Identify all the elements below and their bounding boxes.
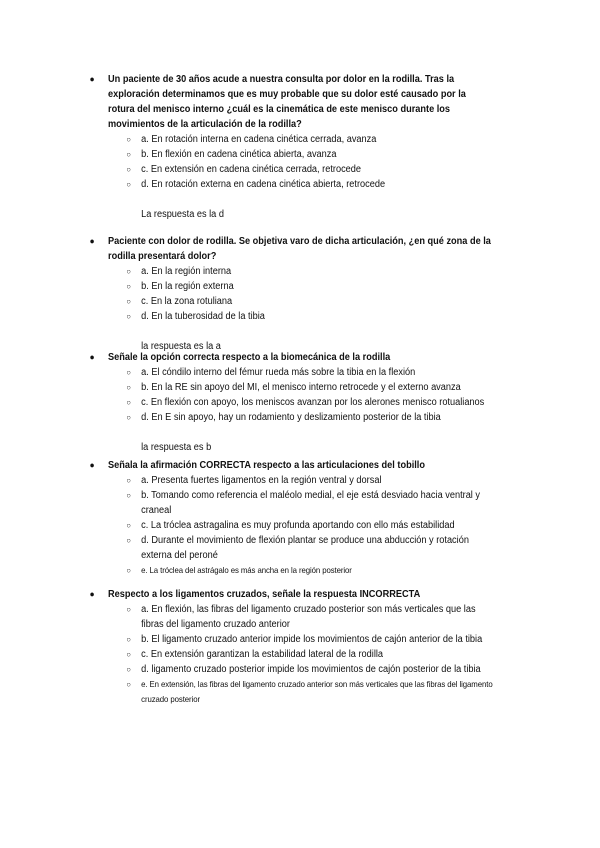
option-item: ○ d. Durante el movimiento de flexión plantar se produce una abducción y rotación externa del peroné bbox=[126, 535, 469, 561]
circle-bullet-icon: ○ bbox=[126, 605, 131, 614]
circle-bullet-icon: ○ bbox=[126, 368, 131, 377]
bullet-icon: ● bbox=[89, 352, 95, 362]
option-item: ○ a. En la región interna bbox=[126, 266, 232, 277]
circle-bullet-icon: ○ bbox=[126, 680, 131, 689]
circle-bullet-icon: ○ bbox=[126, 135, 131, 144]
answer-text: la respuesta es la a bbox=[141, 341, 221, 352]
question-5 bbox=[89, 587, 494, 707]
circle-bullet-icon: ○ bbox=[126, 297, 131, 306]
option-item: ○ b. En flexión en cadena cinética abierta, avanza bbox=[126, 149, 337, 160]
option-item: ○ c. En extensión en cadena cinética cerrada, retrocede bbox=[126, 164, 362, 175]
option-item: ○ b. En la RE sin apoyo del MI, el menisco interno retrocede y el externo avanza bbox=[126, 382, 461, 393]
circle-bullet-icon: ○ bbox=[126, 383, 131, 392]
option-item: ○ a. Presenta fuertes ligamentos en la región ventral y dorsal bbox=[126, 475, 382, 486]
option-item: ○ a. En flexión, las fibras del ligamento cruzado posterior son más verticales que las fibras del ligamento cruzado anterior bbox=[126, 604, 476, 630]
options-list bbox=[108, 132, 494, 192]
question-text: Un paciente de 30 años acude a nuestra consulta por dolor en la rodilla. Tras la exploración determinamos que es muy probable que su dolor esté causado por la rotura del menisco interno ¿cuál es la cinemática de este menisco durante los movimientos de la articulación de la rodilla? bbox=[108, 74, 466, 130]
option-item: ○ d. En rotación externa en cadena cinética abierta, retrocede bbox=[126, 179, 386, 190]
options-list bbox=[108, 602, 494, 707]
bullet-icon: ● bbox=[89, 460, 95, 470]
option-item: ○ c. En la zona rotuliana bbox=[126, 296, 233, 307]
circle-bullet-icon: ○ bbox=[126, 476, 131, 485]
option-item: ○ e. La tróclea del astrágalo es más ancha en la región posterior bbox=[108, 563, 494, 578]
question-1 bbox=[89, 72, 494, 222]
option-item: ○ d. ligamento cruzado posterior impide los movimientos de cajón posterior de la tibia bbox=[126, 664, 481, 675]
question-text: Señala la afirmación CORRECTA respecto a las articulaciones del tobillo bbox=[108, 460, 425, 471]
circle-bullet-icon: ○ bbox=[126, 165, 131, 174]
bullet-icon: ● bbox=[89, 236, 95, 246]
options-list bbox=[108, 473, 494, 578]
circle-bullet-icon: ○ bbox=[126, 267, 131, 276]
option-item: ○ d. En E sin apoyo, hay un rodamiento y deslizamiento posterior de la tibia bbox=[126, 412, 441, 423]
circle-bullet-icon: ○ bbox=[126, 150, 131, 159]
circle-bullet-icon: ○ bbox=[126, 491, 131, 500]
bullet-icon: ● bbox=[89, 74, 95, 84]
option-item: ○ e. En extensión, las fibras del ligamento cruzado anterior son más verticales que las fibras del ligamento cruzado posterior bbox=[126, 679, 493, 704]
option-item: ○ c. En flexión con apoyo, los meniscos avanzan por los alerones menisco rotualianos bbox=[126, 397, 485, 408]
circle-bullet-icon: ○ bbox=[126, 413, 131, 422]
circle-bullet-icon: ○ bbox=[126, 398, 131, 407]
options-list bbox=[108, 365, 494, 425]
circle-bullet-icon: ○ bbox=[126, 180, 131, 189]
option-item: ○ d. En la tuberosidad de la tibia bbox=[126, 311, 265, 322]
circle-bullet-icon: ○ bbox=[126, 312, 131, 321]
circle-bullet-icon: ○ bbox=[126, 650, 131, 659]
circle-bullet-icon: ○ bbox=[126, 536, 131, 545]
question-text: Paciente con dolor de rodilla. Se objetiva varo de dicha articulación, ¿en qué zona de la rodilla presentará dolor? bbox=[108, 236, 491, 262]
question-text: Respecto a los ligamentos cruzados, señale la respuesta INCORRECTA bbox=[108, 589, 421, 600]
circle-bullet-icon: ○ bbox=[126, 665, 131, 674]
option-item: ○ b. En la región externa bbox=[126, 281, 234, 292]
question-text: Señale la opción correcta respecto a la biomecánica de la rodilla bbox=[108, 352, 391, 363]
option-item: ○ c. En extensión garantizan la estabilidad lateral de la rodilla bbox=[126, 649, 384, 660]
option-item: ○ b. Tomando como referencia el maléolo medial, el eje está desviado hacia ventral y craneal bbox=[126, 490, 481, 516]
option-item: ○ b. El ligamento cruzado anterior impide los movimientos de cajón anterior de la tibia bbox=[126, 634, 483, 645]
question-4 bbox=[89, 458, 494, 578]
circle-bullet-icon: ○ bbox=[126, 521, 131, 530]
option-item: ○ a. En rotación interna en cadena cinética cerrada, avanza bbox=[126, 134, 377, 145]
bullet-icon: ● bbox=[89, 589, 95, 599]
options-list bbox=[108, 264, 494, 324]
answer-text: la respuesta es b bbox=[141, 442, 212, 453]
circle-bullet-icon: ○ bbox=[126, 282, 131, 291]
question-2 bbox=[89, 234, 494, 354]
option-item: ○ a. El cóndilo interno del fémur rueda más sobre la tibia en la flexión bbox=[126, 367, 416, 378]
answer-text: La respuesta es la d bbox=[141, 209, 224, 220]
circle-bullet-icon: ○ bbox=[126, 566, 131, 575]
question-3 bbox=[89, 350, 494, 455]
option-item: ○ c. La tróclea astragalina es muy profunda aportando con ello más estabilidad bbox=[126, 520, 455, 531]
circle-bullet-icon: ○ bbox=[126, 635, 131, 644]
